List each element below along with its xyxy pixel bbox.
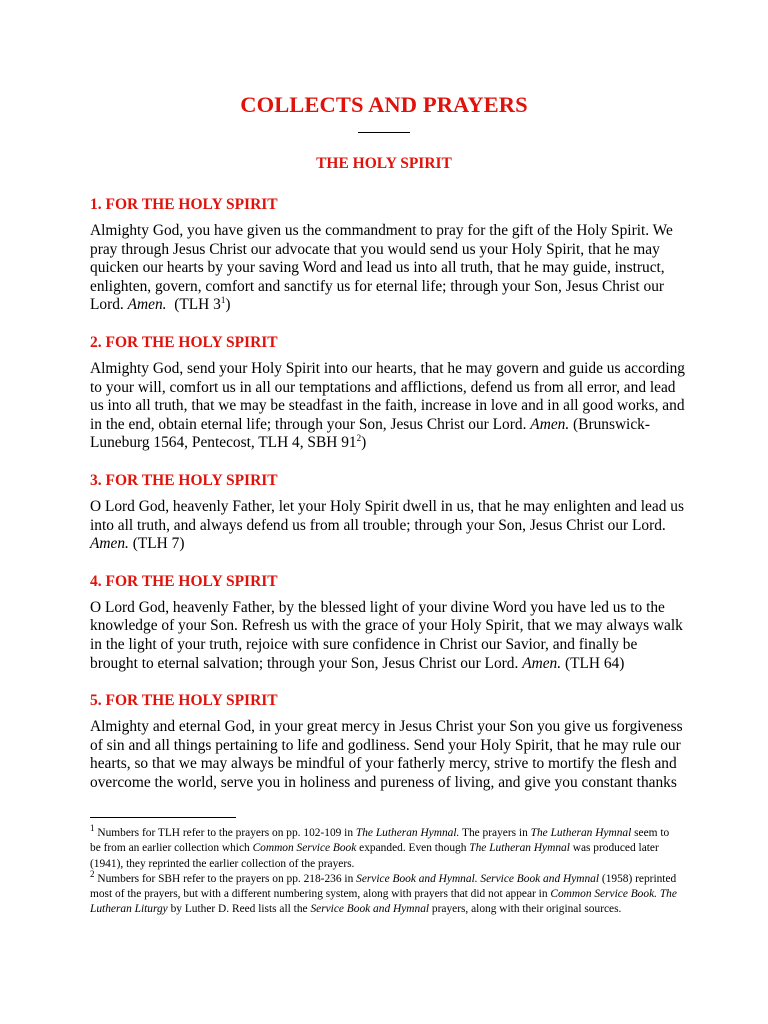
prayer-source: (TLH 3 <box>174 296 221 314</box>
prayer-section <box>90 334 686 453</box>
prayer-heading: 4. FOR THE HOLY SPIRIT <box>90 572 278 590</box>
footnote-ref: 1 <box>220 295 226 306</box>
title-divider <box>358 132 410 133</box>
prayer-heading: 3. FOR THE HOLY SPIRIT <box>90 471 278 489</box>
prayer-list <box>90 196 686 811</box>
prayer-source: (Brunswick-Luneburg 1564, Pentecost, TLH 4, SBH 91 <box>90 415 650 452</box>
prayer-text: O Lord God, heavenly Father, let your Holy Spirit dwell in us, that he may enlighten and lead us into all truth, and always defend us from all trouble; through your Son, Jesus Christ our Lord. Amen. (TLH 7) <box>90 497 684 553</box>
prayer-text: O Lord God, heavenly Father, by the blessed light of your divine Word you have led us to the knowledge of your Son. Refresh us with the grace of your Holy Spirit, that we may always walk in the light of your truth, rejoice with sure confidence in Christ our Savior, and finally be brought to eternal salvation; through your Son, Jesus Christ our Lord. Amen. (TLH 64) <box>90 598 683 672</box>
prayer-section <box>90 692 686 792</box>
prayer-section <box>90 196 686 315</box>
footnote-1: $^1$ Numbers for TLH refer to the prayers on pp. 102-109 in The Lutheran Hymnal. The prayers in The Lutheran Hymnal seem to be from an earlier collection which Common Service Book expanded. Even though The Lutheran Hymnal was produced later (1941), they reprinted the earlier collection of the prayers. <box>90 823 670 870</box>
prayer-heading: 1. FOR THE HOLY SPIRIT <box>90 196 278 213</box>
prayer-text: Almighty God, you have given us the commandment to pray for the gift of the Holy Spirit. We pray through Jesus Christ our advocate that you would send us your Holy Spirit, that he may quicken our hearts by your saving Word and lead us into all truth, that he may guide, instruct, enlighten, govern, comfort and sanctify us for eternal life; through your Son, Jesus Christ our Lord. Amen. (TLH $3^1$) <box>90 222 673 314</box>
amen-text: Amen. <box>127 296 167 314</box>
prayer-text: Almighty God, send your Holy Spirit into our hearts, that he may govern and guide us according to your will, comfort us in all our temptations and afflictions, defend us from all error, and lead us into all truth, that we may be steadfast in the faith, increase in love and in all good works, and in the end, obtain eternal life; through your Son, Jesus Christ our Lord. Amen. (Brunswick-Luneburg 1564, Pentecost, TLH 4, SBH $91^2$) <box>90 359 685 452</box>
prayer-section <box>90 573 686 673</box>
prayer-text: Almighty and eternal God, in your great mercy in Jesus Christ your Son you give us forgiveness of sin and all things pertaining to life and godliness. Send your Holy Spirit, that he may rule our hearts, so that we may always be mindful of your fatherly mercy, strive to mortify the flesh and overcome the world, serve you in holiness and pureness of living, and give you constant thanks <box>90 718 683 791</box>
amen-text: Amen. <box>522 654 562 672</box>
footnote-divider <box>90 817 236 818</box>
prayer-source: (TLH 7) <box>132 535 185 553</box>
page-subtitle: THE HOLY SPIRIT <box>316 155 452 172</box>
footnote-ref: 2 <box>356 433 362 444</box>
prayer-heading: 2. FOR THE HOLY SPIRIT <box>90 333 278 351</box>
amen-text: Amen. <box>90 535 129 553</box>
footnote-2: $^2$ Numbers for SBH refer to the prayers on pp. 218-236 in Service Book and Hymnal. Service Book and Hymnal (1958) reprinted most of the prayers, but with a different numbering system, along with prayers that did not appear in Common Service Book. The Lutheran Liturgy by Luther D. Reed lists all the Service Book and Hymnal prayers, along with their original sources. <box>90 869 677 916</box>
prayer-source: (TLH 64) <box>564 654 625 672</box>
page-title: COLLECTS AND PRAYERS <box>240 92 528 117</box>
footnotes <box>90 823 680 918</box>
prayer-section <box>90 472 686 554</box>
amen-text: Amen. <box>530 415 570 433</box>
prayer-heading: 5. FOR THE HOLY SPIRIT <box>90 692 278 710</box>
